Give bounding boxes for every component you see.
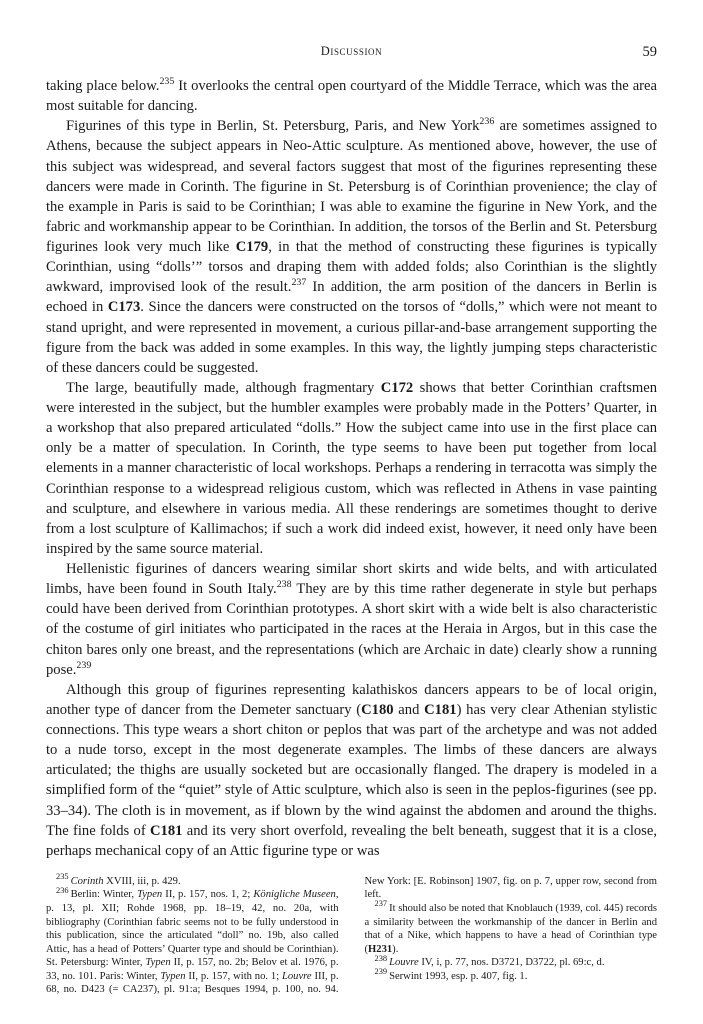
text-run: II, p. 157, no. 2b; Belov et al. 1976, p. 33, no. 101. Paris: Winter, bbox=[46, 957, 339, 982]
text-run: Hellenistic figurines of dancers wearing similar short skirts and wide belts, and with articulated limbs, have been found in South Italy. bbox=[46, 561, 657, 598]
running-head-title: Discussion bbox=[320, 44, 383, 58]
text-run: It should also be noted that Knoblauch (1939, col. 445) records a similarity between the workmanship of the dancer in Berlin and that of a Nike, which happens to have a head of Corinthian type ( bbox=[364, 902, 657, 955]
text-run: XVIII, iii, p. 429. bbox=[103, 875, 181, 887]
running-head bbox=[46, 44, 657, 66]
footnote-reference[interactable]: 236 bbox=[479, 116, 495, 128]
italic-title: Typen bbox=[160, 970, 186, 982]
body-paragraph bbox=[46, 559, 657, 680]
text-run: , p. 13, pl. XII; Rohde 1968, pp. 18–19, 42, no. 20a, with bibliography (Corinthian fabric seems not to be fully understood in this publication, since the articulated “doll” no. 19b, also called Attic, has a head of Potters’ Quarter type and should be Corinthian). St. Petersburg: Winter, bbox=[46, 889, 339, 969]
body-paragraph bbox=[46, 680, 657, 861]
text-run: In addition, the arm position of the dancers in Berlin is echoed in bbox=[46, 279, 657, 316]
text-run: shows that better Corinthian craftsmen were interested in the subject, but the humbler examples were probably made in the Potters’ Quarter, in a workshop that also prepared articulated “dolls.” How the subject came into use in the first place can only be a matter of speculation. In Corinth, the type seems to have been put together from local elements in a manner characteristic of local workshops. Perhaps a rendering in terracotta was simply the Corinthian response to a widespread religious custom, which was reflected in Athens in vase painting and sculpture, and elsewhere in various media. All these renderings are sometimes thought to derive from a lost sculpture of Kallimachos; if such a work did indeed exist, however, it need only have been inspired by the same source material. bbox=[46, 379, 658, 557]
footnote-number: 238 bbox=[374, 953, 388, 963]
footnote bbox=[364, 899, 658, 956]
body-paragraph bbox=[46, 116, 657, 378]
catalog-reference: C172 bbox=[380, 379, 414, 396]
text-run: Figurines of this type in Berlin, St. Petersburg, Paris, and New York bbox=[66, 118, 480, 135]
footnote-number: 237 bbox=[374, 899, 388, 909]
text-run: Although this group of figurines representing kalathiskos dancers appears to be of local origin, another type of dancer from the Demeter sanctuary ( bbox=[46, 681, 657, 718]
text-run: III, p. 68, no. D423 (= CA237), pl. 91:a; Besques 1994, p. 100, no. 94. New York: [E. Robinson] 1907, fig. on p. 7, upper row, second from left. bbox=[46, 875, 657, 996]
footnote bbox=[365, 967, 658, 984]
footnote-reference[interactable]: 239 bbox=[76, 659, 92, 671]
text-run: It overlooks the central open courtyard of the Middle Terrace, which was the area most suitable for dancing. bbox=[46, 78, 657, 115]
text-run: , in that the method of constructing these figurines is typically Corinthian, using “dolls’” torsos and draping them with added folds; also Corinthian is the slightly awkward, improvised look of the result. bbox=[46, 239, 657, 296]
text-run: and its very short overfold, revealing the belt beneath, suggest that it is a close, perhaps mechanical copy of an Attic figurine type or was bbox=[46, 822, 657, 859]
italic-title: Louvre bbox=[389, 957, 419, 969]
italic-title: Corinth bbox=[70, 875, 104, 887]
body-paragraph bbox=[46, 378, 657, 559]
text-run: IV, i, p. 77, nos. D3721, D3722, pl. 69:c, d. bbox=[418, 957, 605, 969]
italic-title: Louvre bbox=[281, 970, 312, 982]
text-run: They are by this time rather degenerate in style but perhaps could have been derived from Corinthian prototypes. A short skirt with a wide belt is also characteristic of the costume of girl initiates who participated in the races at the Heraia in Argos, but in this case the chiton bares only one breast, and the representations (which are Archaic in date) clearly show a running pose. bbox=[46, 581, 657, 678]
catalog-reference: C180 bbox=[361, 701, 394, 718]
text-run: Berlin: Winter, bbox=[70, 889, 138, 901]
text-run: Serwint 1993, esp. p. 407, fig. 1. bbox=[389, 970, 528, 982]
footnotes-section bbox=[46, 872, 657, 997]
footnote-reference[interactable]: 238 bbox=[276, 579, 292, 591]
footnote-number: 239 bbox=[374, 967, 388, 977]
text-run: II, p. 157, with no. 1; bbox=[185, 970, 282, 982]
footnote bbox=[365, 953, 658, 970]
text-run: are sometimes assigned to Athens, because the subject appears in Neo-Attic sculpture. As mentioned above, however, the use of this subject was widespread, and several factors suggest that most of the figurines representing these dancers were made in Corinth. The figurine in St. Petersburg is of Corinthian provenience; the clay of the example in Paris is said to be Corinthian; I was able to examine the figurine in New York, and the fabric and workmanship appear to be Corinthian. In addition, the torsos of the Berlin and St. Petersburg figurines look very much like bbox=[46, 118, 657, 255]
footnote-number: 236 bbox=[56, 885, 69, 895]
body-text bbox=[46, 76, 657, 861]
page-number: 59 bbox=[642, 44, 657, 60]
text-run: II, p. 157, nos. 1, 2; bbox=[162, 889, 254, 901]
text-run: taking place below. bbox=[46, 78, 160, 94]
footnote-reference[interactable]: 237 bbox=[291, 277, 307, 289]
text-run: and bbox=[393, 701, 425, 718]
body-paragraph bbox=[46, 76, 657, 116]
text-run: . Since the dancers were constructed on the torsos of “dolls,” which were not meant to stand upright, and were represented in movement, a curious pillar-and-base arrangement supporting the figure from the back was added in some examples. In this way, the lightly jumping steps characteristic of these dancers could be suggested. bbox=[46, 299, 658, 376]
catalog-reference: C173 bbox=[107, 299, 141, 316]
catalog-reference: C181 bbox=[424, 701, 457, 718]
text-run: ) has very clear Athenian stylistic connections. This type wears a short chiton or peplos that was part of the archetype and was not added to a nude torso, except in the most degenerate examples. The limbs of these dancers are always articulated; the thighs are usually socketed but are occasionally flanged. The drapery is modeled in a simplified form of the “quiet” style of Attic sculpture, which also is seen in the peplos-figurines (see pp. 33–34). The cloth is in movement, as if blown by the wind against the abdomen and around the thighs. The fine folds of bbox=[46, 701, 658, 839]
catalog-reference: C181 bbox=[150, 822, 183, 839]
italic-title: Königliche Museen bbox=[253, 889, 336, 901]
italic-title: Typen bbox=[145, 957, 171, 969]
catalog-reference: C179 bbox=[235, 239, 269, 255]
text-run: ). bbox=[392, 943, 399, 955]
text-run: The large, beautifully made, although fragmentary bbox=[66, 379, 381, 396]
catalog-reference: H231 bbox=[368, 943, 393, 955]
italic-title: Typen bbox=[137, 889, 163, 901]
footnote bbox=[46, 872, 339, 889]
footnote-number: 235 bbox=[56, 872, 69, 882]
footnote-reference[interactable]: 235 bbox=[159, 76, 175, 88]
